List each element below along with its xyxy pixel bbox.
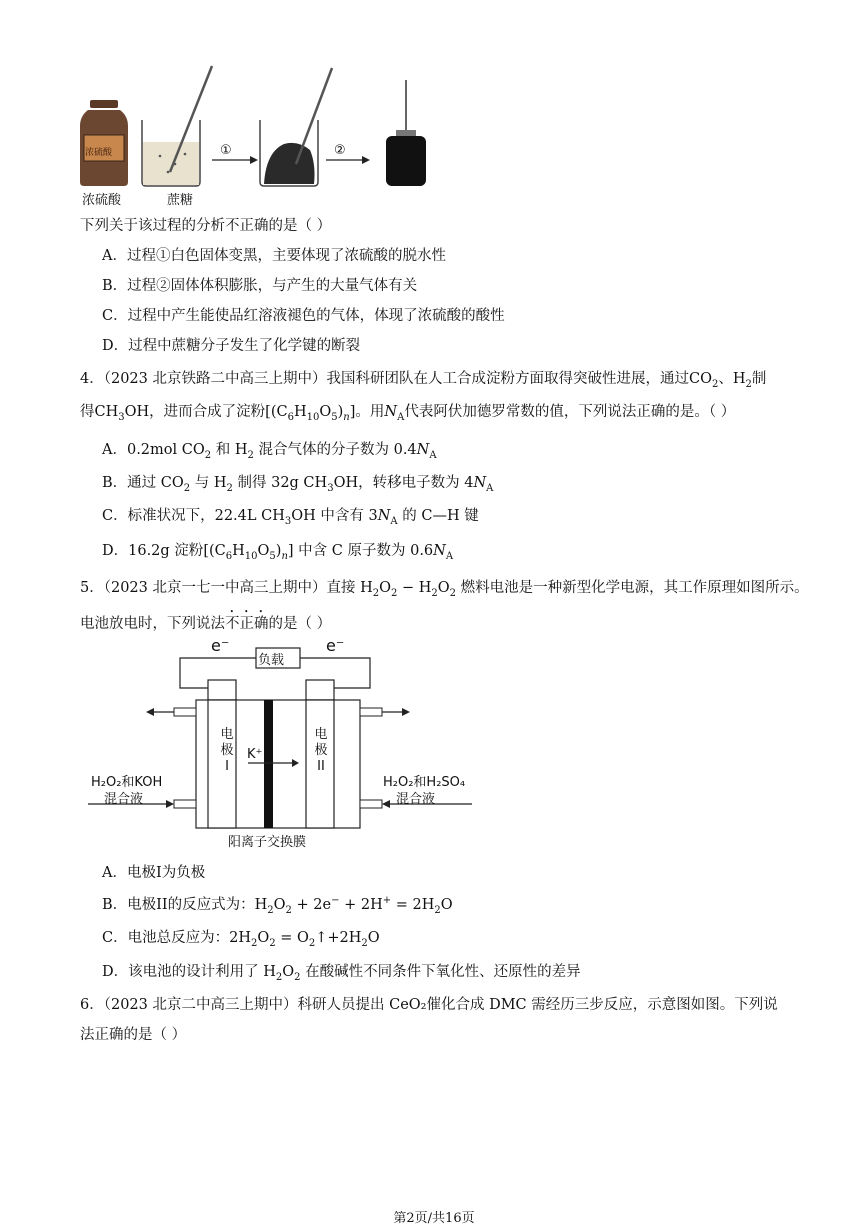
q3-option-b: B．过程②固体体积膨胀，与产生的大量气体有关 bbox=[102, 278, 418, 294]
q3-option-c: C．过程中产生能使品红溶液褪色的气体，体现了浓硫酸的酸性 bbox=[102, 308, 505, 324]
sugar-dehydration-figure bbox=[70, 60, 430, 210]
ion-label: K⁺ bbox=[247, 747, 263, 762]
fuel-cell-diagram bbox=[88, 632, 488, 852]
membrane-label: 阳离子交换膜 bbox=[228, 835, 307, 850]
step2-label: ② bbox=[334, 143, 346, 158]
acid-bottle-icon bbox=[80, 100, 128, 186]
right-feed-label: H₂O₂和H₂SO₄ bbox=[383, 775, 466, 790]
q5-option-b: B．电极II的反应式为：$H_2O_2 + 2e^- + 2H^+ = 2H_2O$ bbox=[102, 895, 453, 916]
q4-option-b: B．通过 $CO_2$ 与 $H_2$ 制得 32g $CH_3OH$，转移电子数为 $4N_A$ bbox=[102, 475, 494, 494]
q3-option-a: A．过程①白色固体变黑，主要体现了浓硫酸的脱水性 bbox=[102, 248, 446, 264]
electron-left-label: e⁻ bbox=[211, 636, 230, 655]
q3-stem: 下列关于该过程的分析不正确的是（ ） bbox=[80, 218, 332, 234]
bottle-label: 浓硫酸 bbox=[82, 193, 122, 208]
electron-right-label: e⁻ bbox=[326, 636, 345, 655]
electrode1-label: 电极I bbox=[220, 727, 234, 774]
q6-line2: 法正确的是（ ） bbox=[80, 1027, 187, 1043]
q4-option-c: C．标准状况下，22.4L $CH_3OH$ 中含有 $3N_A$ 的 C—H 键 bbox=[102, 508, 479, 527]
left-feed-label: H₂O₂和KOH bbox=[91, 775, 163, 790]
left-feed-label-2: 混合液 bbox=[104, 792, 144, 807]
black-jar-icon bbox=[386, 80, 426, 186]
electrode2-label: 电极II bbox=[314, 727, 328, 774]
beaker-carbon-icon bbox=[260, 68, 332, 186]
q4-option-d: D．16.2g 淀粉$[(C_6H_{10}O_5)_n]$ 中含 C 原子数为 $0.6N_A$ bbox=[102, 543, 454, 562]
q4-line1: 4．（2023 北京铁路二中高三上期中）我国科研团队在人工合成淀粉方面取得突破性进展，通过$CO_2$、$H_2$制 bbox=[80, 371, 767, 390]
q5-option-a: A．电极I为负极 bbox=[102, 865, 206, 881]
load-label: 负载 bbox=[258, 653, 285, 668]
q5-line2: 电池放电时，下列说法不正确的是（ ） bbox=[80, 616, 332, 632]
right-feed-label-2: 混合液 bbox=[396, 792, 436, 807]
q6-line1: 6．（2023 北京二中高三上期中）科研人员提出 CeO₂催化合成 DMC 需经历三步反应，示意图如图。下列说 bbox=[80, 997, 778, 1013]
q3-option-d: D．过程中蔗糖分子发生了化学键的断裂 bbox=[102, 338, 361, 354]
q4-option-a: A．0.2mol $CO_2$ 和 $H_2$ 混合气体的分子数为 $0.4N_A$ bbox=[102, 442, 437, 461]
q5-line1: 5．（2023 北京一七一中高三上期中）直接 $H_2O_2 - H_2O_2$ 燃料电池是一种新型化学电源，其工作原理如图所示。 bbox=[80, 580, 809, 599]
q5-option-d: D．该电池的设计利用了 $H_2O_2$ 在酸碱性不同条件下氧化性、还原性的差异 bbox=[102, 964, 581, 983]
q4-line2: 得$CH_3OH$，进而合成了淀粉$[(C_6H_{10}O_5)_n]$。用$N_A$代表阿伏加德罗常数的值，下列说法正确的是。（ ） bbox=[80, 404, 736, 423]
q5-option-c: C．电池总反应为：$2H_2O_2$ = $O_2↑+2H_2O$ bbox=[102, 930, 380, 949]
page-number: 第2页/共16页 bbox=[393, 1211, 475, 1226]
sugar-label: 蔗糖 bbox=[167, 193, 194, 208]
emphasis-not-correct: 不正确 bbox=[225, 616, 269, 632]
bottle-tag-label: 浓硫酸 bbox=[85, 148, 113, 158]
step1-label: ① bbox=[220, 143, 232, 158]
beaker-sugar-icon bbox=[142, 66, 212, 186]
